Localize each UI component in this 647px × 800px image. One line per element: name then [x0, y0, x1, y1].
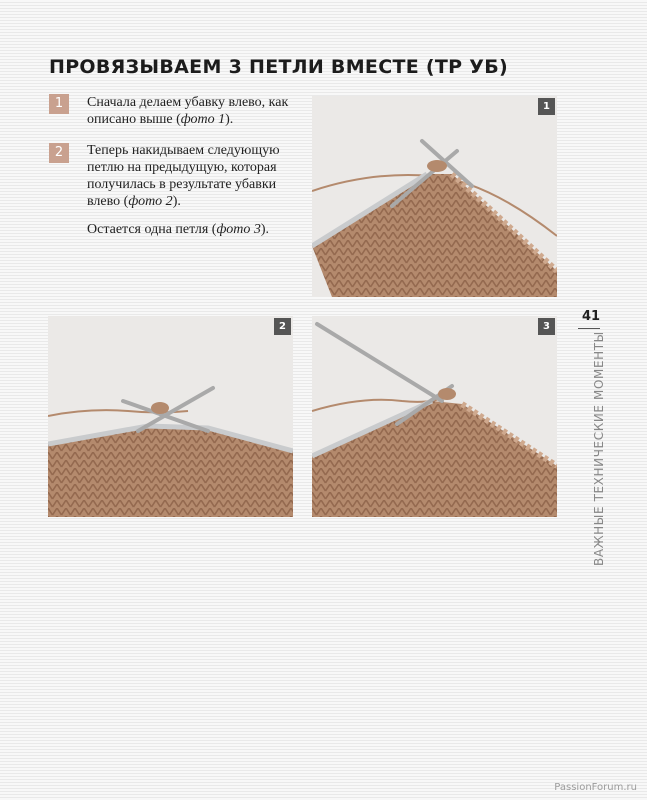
step-1-text-before: Сначала делаем убавку влево, как описано выше ( [87, 95, 289, 127]
page-number: 41 [582, 309, 601, 324]
photo-1 [312, 96, 557, 297]
step-2-text-after: ). [172, 194, 181, 209]
result-note [87, 221, 302, 238]
step-2-text-before: Теперь накидываем следующую петлю на предыдущую, которая получилась в результате убавки влево ( [87, 143, 280, 209]
photo-3-illustration [312, 316, 557, 517]
photo-3-badge: 3 [538, 318, 555, 335]
photo-2-illustration [48, 316, 293, 517]
photo-1-illustration [312, 96, 557, 297]
photo-1-badge: 1 [538, 98, 555, 115]
page-number-rule [578, 328, 600, 329]
step-1-text [87, 94, 302, 128]
step-2-photo-ref: фото 2 [128, 194, 173, 209]
photo-2-badge: 2 [274, 318, 291, 335]
photo-3 [312, 316, 557, 517]
photo-2 [48, 316, 293, 517]
page-title: ПРОВЯЗЫВАЕМ 3 ПЕТЛИ ВМЕСТЕ (ТР УБ) [49, 56, 509, 78]
step-1-text-after: ). [225, 112, 234, 127]
step-1-photo-ref: фото 1 [180, 112, 226, 127]
result-note-before: Остается одна петля ( [87, 222, 217, 237]
step-number-1: 1 [49, 94, 69, 114]
result-note-photo-ref: фото 3 [216, 222, 261, 237]
watermark: PassionForum.ru [554, 782, 637, 793]
result-note-after: ). [260, 222, 270, 237]
section-label: ВАЖНЫЕ ТЕХНИЧЕСКИЕ МОМЕНТЫ [592, 331, 606, 566]
step-number-2: 2 [49, 143, 69, 163]
step-2-text [87, 142, 302, 210]
